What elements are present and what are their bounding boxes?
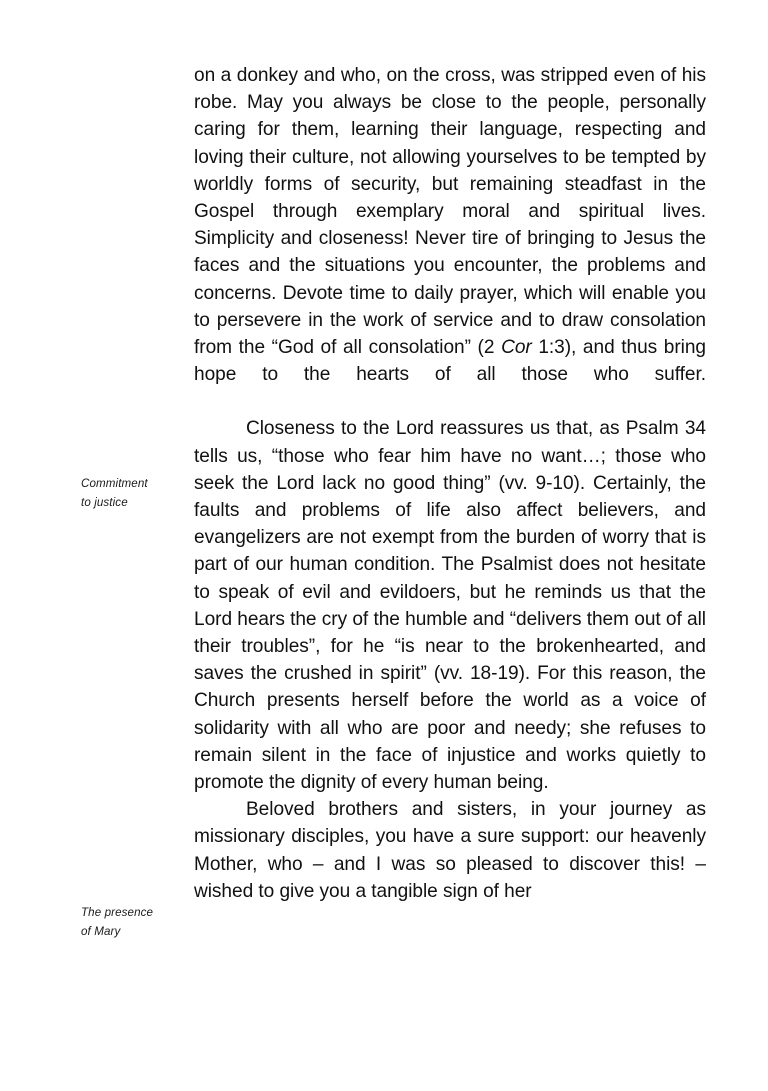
margin-note-line-1: The presence	[81, 906, 154, 919]
margin-note-commitment-to-justice	[81, 474, 186, 512]
paragraph-text-segment-before-italic: on a donkey and who, on the cross, was stripped even of his robe. May you always be close to the people, personally caring for them, learning their language, respecting and loving their culture, not allowing yourselves to be tempted by worldly forms of security, but remaining steadfast in the Gospel through exemplary moral and spiritual lives. Simplicity and closeness! Never tire of bringing to Jesus the faces and the situations you encounter, the problems and concerns. Devote time to daily prayer, which will enable you to persevere in the work of service and to draw consolation from the “God of all consolation” (2	[194, 65, 706, 359]
paragraph-simplicity-and-closeness	[194, 62, 706, 388]
margin-note-line-2: of Mary	[81, 925, 121, 939]
body-text-column	[194, 62, 706, 905]
margin-note-the-presence-of-mary	[81, 903, 186, 941]
paragraph-beloved-brothers-and-sisters: Beloved brothers and sisters, in your journey as missionary disciples, you have a sure support: our heavenly Mother, who – and I was so pleased to discover this! – wished to give you a tangible sign of her	[194, 799, 706, 902]
margin-note-line-2: to justice	[81, 496, 128, 510]
margin-note-line-1: Commitment	[81, 477, 148, 490]
paragraph-text-segment-after-italic: 1:3), and thus bring hope to the hearts of all those who suffer.	[194, 337, 706, 386]
scripture-abbreviation-cor: Cor	[501, 337, 532, 359]
paragraph-closeness-to-the-lord: Closeness to the Lord reassures us that, as Psalm 34 tells us, “those who fear him have no want…; those who seek the Lord lack no good thing” (vv. 9-10). Certainly, the faults and problems of life also affect believers, and evangelizers are not exempt from the burden of worry that is part of our human condition. The Psalmist does not hesitate to speak of evil and evildoers, but he reminds us that the Lord hears the cry of the humble and “delivers them out of all their troubles”, for he “is near to the brokenhearted, and saves the crushed in spirit” (vv. 18-19). For this reason, the Church presents herself before the world as a voice of solidarity with all who are poor and needy; she refuses to remain silent in the face of injustice and works quietly to promote the dignity of every human being.	[194, 418, 706, 794]
